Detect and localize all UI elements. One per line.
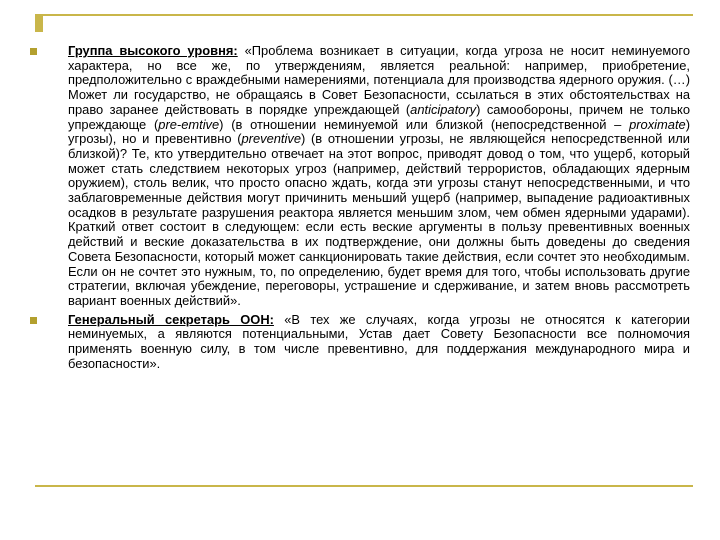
quote-segment: ) (в отношении угрозы, не являющейся непосредственной или близкой)? Те, кто утвердительно отвечает на этот вопрос, приводят довод о том, что ущерб, который может стать следствием некоторых угроз (например, действий террористов, обладающих ядерным оружием), столь велик, что просто опасно ждать, когда эти угрозы станут непосредственными, и что заблаговременные действия могут причинить меньший ущерб (например, выпадение радиоактивных осадков в результате разрушения реактора является меньшим злом, чем обмен ядерными ударами). Краткий ответ состоит в следующем: если есть веские аргументы в пользу превентивных военных действий и веские доказательства в их подтверждение, они должны быть доведены до сведения Совета Безопасности, который может санкционировать такие действия, если сочтет это необходимым. Если он не сочтет это нужным, то, по определению, будет время для того, чтобы использовать другие стратегии, включая убеждение, переговоры, устрашение и сдерживание, и затем вновь рассмотреть вариант военных действий». [68,131,690,308]
speaker-label: Группа высокого уровня: [68,43,238,58]
slide-body [30,44,690,371]
quote-term: pre-emtive [158,116,220,132]
slide-bottom-rule [35,485,693,487]
quote-item-high-level-panel [30,44,690,309]
quote-segment: «Проблема возникает в ситуации, когда угроза не носит неминуемого характера, но все же, по утверждениям, является реальной: например, приобретение, предположительно с враждебными намерениями, потенциала для производства ядерного оружия. (…) Может ли государство, не обращаясь в Совет Безопасности, ссылаться в этих обстоятельствах на право заранее действовать в порядке упреждающей ( [68,43,690,117]
quote-segment: «В тех же случаях, когда угрозы не относятся к категории неминуемых, а являются потенциальными, Устав дает Совету Безопасности все полномочия применять военную силу, в том числе превентивно, для поддержания международного мира и безопасности». [68,311,690,371]
quote-item-secretary-general [30,313,690,372]
speaker-label: Генеральный секретарь ООН: [68,311,274,327]
square-bullet-icon [30,317,37,324]
quote-segment: ) самообороны, причем не только упреждающе ( [68,101,690,132]
quote-term: preventive [241,131,301,147]
slide-corner-mark [35,14,43,32]
quote-segment: ) (в отношении неминуемой или близкой (непосредственной – [219,116,630,132]
slide-top-rule [35,14,693,16]
square-bullet-icon [30,48,37,55]
quote-term: proximate [629,116,686,132]
quote-term: anticipatory [410,101,477,117]
quote-segment: ) угрозы), но и превентивно ( [68,116,690,147]
quote-text [68,43,690,308]
